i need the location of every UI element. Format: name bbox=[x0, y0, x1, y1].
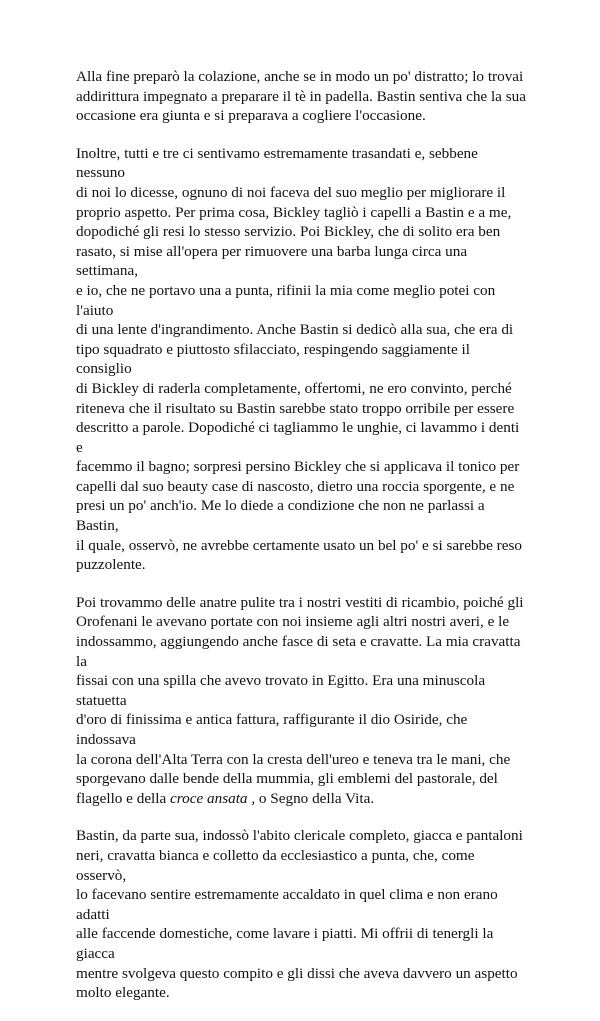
paragraph-clothing-text-after: , o Segno della Vita. bbox=[247, 789, 375, 807]
paragraph-clothing-text-before: Poi trovammo delle anatre pulite tra i nostri vestiti di ricambio, poiché gli Orofenani le avevano portate con noi insieme agli altri nostri averi, e le indossammo, aggiungendo anche fasce di seta e cravatte. La mia cravatta la fissai con una spilla che avevo trovato in Egitto. Era una minuscola statuetta d'oro di finissima e antica fattura, raffigurante il dio Osiride, che indossava la corona dell'Alta Terra con la cresta dell'ureo e teneva tra le mani, che sporgevano dalle bende della mummia, gli emblemi del pastorale, del flagello e della bbox=[76, 593, 524, 807]
italic-term: croce ansata bbox=[170, 789, 248, 807]
paragraph-grooming: Inoltre, tutti e tre ci sentivamo estremamente trasandati e, sebbene nessuno di noi lo dicesse, ognuno di noi faceva del suo meglio per migliorare il proprio aspetto. Per prima cosa, Bickley tagliò i capelli a Bastin e a me, dopodiché gli resi lo stesso servizio. Poi Bickley, che di solito era ben rasato, si mise all'opera per rimuovere una barba lunga circa una settimana, e io, che ne portavo una a punta, rifinii la mia come meglio potei con l'aiuto di una lente d'ingrandimento. Anche Bastin si dedicò alla sua, che era di tipo squadrato e piuttosto sfilacciato, respingendo saggiamente il consiglio di Bickley di raderla completamente, offertomi, ne ero convinto, perché riteneva che il risultato su Bastin sarebbe stato troppo orribile per essere descritto a parole. Dopodiché ci tagliammo le unghie, ci lavammo i denti e facemmo il bagno; sorpresi persino Bickley che si applicava il tonico per capelli dal suo beauty case di nascosto, dietro una roccia sporgente, e ne presi un po' anch'io. Me lo diede a condizione che non ne parlassi a Bastin, il quale, osservò, ne avrebbe certamente usato un bel po' e si sarebbe reso puzzolente. bbox=[76, 144, 522, 574]
document-page bbox=[76, 67, 528, 1021]
paragraph-breakfast: Alla fine preparò la colazione, anche se in modo un po' distratto; lo trovai addirittura impegnato a preparare il tè in padella. Bastin sentiva che la sua occasione era giunta e si preparava a cogliere l'occasione. bbox=[76, 68, 526, 125]
paragraph-clothing bbox=[76, 593, 528, 809]
paragraph-bastin-attire: Bastin, da parte sua, indossò l'abito clericale completo, giacca e pantaloni neri, cravatta bianca e colletto da ecclesiastico a punta, che, come osservò, lo facevano sentire estremamente accaldato in quel clima e non erano adatti alle faccende domestiche, come lavare i piatti. Mi offrii di tenergli la giacca mentre svolgeva questo compito e gli dissi che aveva davvero un aspetto molto elegante. bbox=[76, 827, 523, 1002]
